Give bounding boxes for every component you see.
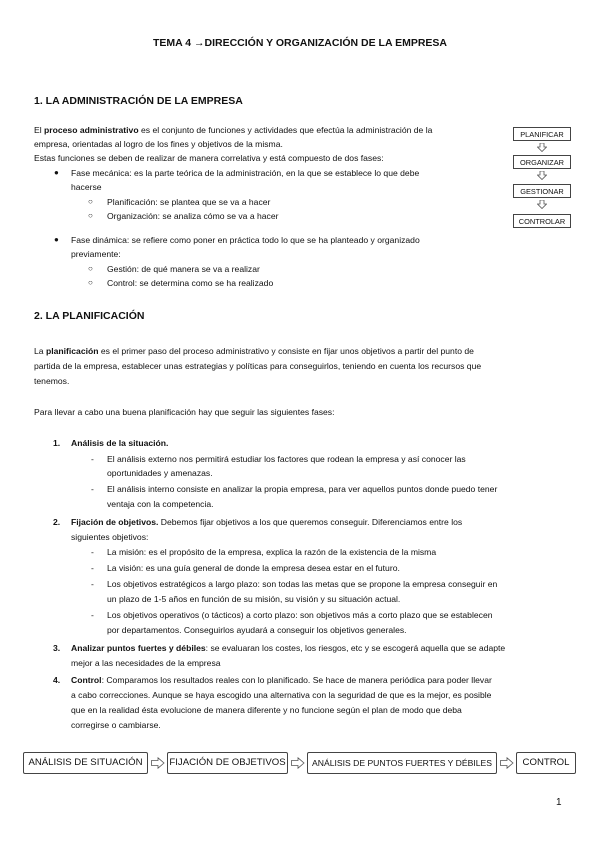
s1-paragraph-line3: Estas funciones se deben de realizar de manera correlativa y está compuesto de dos fases: [34,153,384,163]
bullet-circle-icon: ○ [88,264,93,273]
s1-paragraph-line2: empresa, orientadas al logro de los fines y objetivos de la misma. [34,139,283,149]
s2-paragraph-2: Para llevar a cabo una buena planificación hay que seguir las siguientes fases: [34,407,335,417]
down-arrow-icon [537,171,547,180]
sub-item-line: por departamentos. Conseguirlos ayudará a conseguir los objetivos generales. [107,625,407,635]
bullet-dot-icon: ● [54,235,59,244]
list-item-2-line2: siguientes objetivos: [71,532,149,542]
section-2-heading: 2. LA PLANIFICACIÓN [34,310,145,322]
list-item-number: 4. [53,675,61,685]
sidebar-box-organizar: ORGANIZAR [513,155,571,169]
list-item-4-line3: que en la realidad ésta evolucione de manera diferente y no funcione según el plan de modo que deba [71,705,462,715]
flow-box-fijacion-objetivos: FIJACIÓN DE OBJETIVOS [167,752,288,774]
fase-mecanica-sub2: Organización: se analiza cómo se va a hacer [107,211,279,221]
list-item-4-line2: a cabo correcciones. Aunque se haya escogido una alternativa con la seguridad de que es la mejor, es posible [71,690,492,700]
fase-dinamica-sub2: Control: se determina como se ha realizado [107,278,274,288]
list-item-bold: Control [71,675,102,685]
list-item-bold: Análisis de la situación. [71,438,169,448]
s1-p1-rest: es el conjunto de funciones y actividades que efectúa la administración de la [138,125,433,135]
list-item-4-line1 [71,673,492,687]
s2-p1-bold: planificación [45,346,99,356]
list-item-3-line1 [71,641,505,655]
s2-p1-rest: es el primer paso del proceso administrativo y consiste en fijar unos objetivos a partir del punto de [98,346,474,356]
s2-p1-lead: La [34,346,46,356]
fase-mecanica-line2: hacerse [71,182,102,192]
dash-bullet: - [91,484,94,494]
page-title: TEMA 4 →DIRECCIÓN Y ORGANIZACIÓN DE LA EMPRESA [152,37,448,49]
fase-dinamica-sub1: Gestión: de qué manera se va a realizar [107,264,260,274]
bullet-circle-icon: ○ [88,211,93,220]
dash-bullet: - [91,563,94,573]
list-item-bold: Analizar puntos fuertes y débiles [71,643,206,653]
sub-item-line: Los objetivos estratégicos a largo plazo: son todas las metas que se propone la empresa conseguir en [107,579,498,589]
list-item-2-line1 [71,515,462,529]
sidebar-box-planificar: PLANIFICAR [513,127,571,141]
sub-item-line: Los objetivos operativos (o tácticos) a corto plazo: son objetivos más a corto plazo que se establecen [107,610,493,620]
sub-item-line: un plazo de 1-5 años en función de su misión, su visión y su situación actual. [107,594,401,604]
s1-p1-lead: El [34,125,45,135]
down-arrow-icon [537,200,547,209]
list-item-text: Debemos fijar objetivos a los que queremos conseguir. Diferenciamos entre los [158,517,463,527]
list-item-number: 3. [53,643,61,653]
fase-mecanica-line1: Fase mecánica: es la parte teórica de la administración, en la que se establece lo que debe [71,168,420,178]
list-item-text: : Comparamos los resultados reales con lo planificado. Se hace de manera periódica para poder llevar [101,675,492,685]
sub-item-line: El análisis interno consiste en analizar la propia empresa, para ver aquellos puntos donde puedo tener [107,484,498,494]
list-item-text: : se evaluaran los costes, los riesgos, etc y se escogerá aquella que se adapte [205,643,506,653]
s2-paragraph-line2: partida de la empresa, establecer unas estrategias y políticas para conseguirlos, teniendo en cuenta los recursos que [34,361,482,371]
flow-box-analisis-situacion: ANÁLISIS DE SITUACIÓN [23,752,148,774]
bullet-dot-icon: ● [54,168,59,177]
sub-item-line: oportunidades y amenazas. [107,468,213,478]
fase-mecanica-sub1: Planificación: se plantea que se va a hacer [107,197,271,207]
flow-box-analisis-puntos: ANÁLISIS DE PUNTOS FUERTES Y DÉBILES [307,752,497,774]
dash-bullet: - [91,454,94,464]
list-item-1-title [71,436,168,450]
flow-box-control: CONTROL [516,752,576,774]
s1-paragraph-line1 [34,123,432,137]
list-item-number: 2. [53,517,61,527]
list-item-number: 1. [53,438,61,448]
sub-item-line: La misión: es el propósito de la empresa, explica la razón de la existencia de la misma [107,547,437,557]
sub-item-line: ventaja con la competencia. [107,499,214,509]
fase-dinamica-line2: previamente: [71,249,121,259]
sidebar-box-controlar: CONTROLAR [513,214,571,228]
dash-bullet: - [91,610,94,620]
dash-bullet: - [91,579,94,589]
bullet-circle-icon: ○ [88,197,93,206]
page-number: 1 [556,797,562,808]
sidebar-box-gestionar: GESTIONAR [513,184,571,198]
right-arrow-icon [151,757,165,769]
sub-item-line: La visión: es una guía general de donde la empresa desea estar en el futuro. [107,563,400,573]
right-arrow-icon [291,757,305,769]
list-item-4-line4: corregirse o cambiarse. [71,720,161,730]
s2-paragraph-line3: tenemos. [34,376,70,386]
s2-paragraph-line1 [34,344,474,358]
down-arrow-icon [537,143,547,152]
bullet-circle-icon: ○ [88,278,93,287]
right-arrow-icon [500,757,514,769]
section-1-heading: 1. LA ADMINISTRACIÓN DE LA EMPRESA [34,95,243,107]
s1-p1-bold: proceso administrativo [44,125,139,135]
sub-item-line: El análisis externo nos permitirá estudiar los factores que rodean la empresa y así conocer las [107,454,466,464]
fase-dinamica-line1: Fase dinámica: se refiere como poner en práctica todo lo que se ha planteado y organizado [71,235,420,245]
list-item-3-line2: mejor a las necesidades de la empresa [71,658,221,668]
list-item-bold: Fijación de objetivos. [71,517,159,527]
dash-bullet: - [91,547,94,557]
